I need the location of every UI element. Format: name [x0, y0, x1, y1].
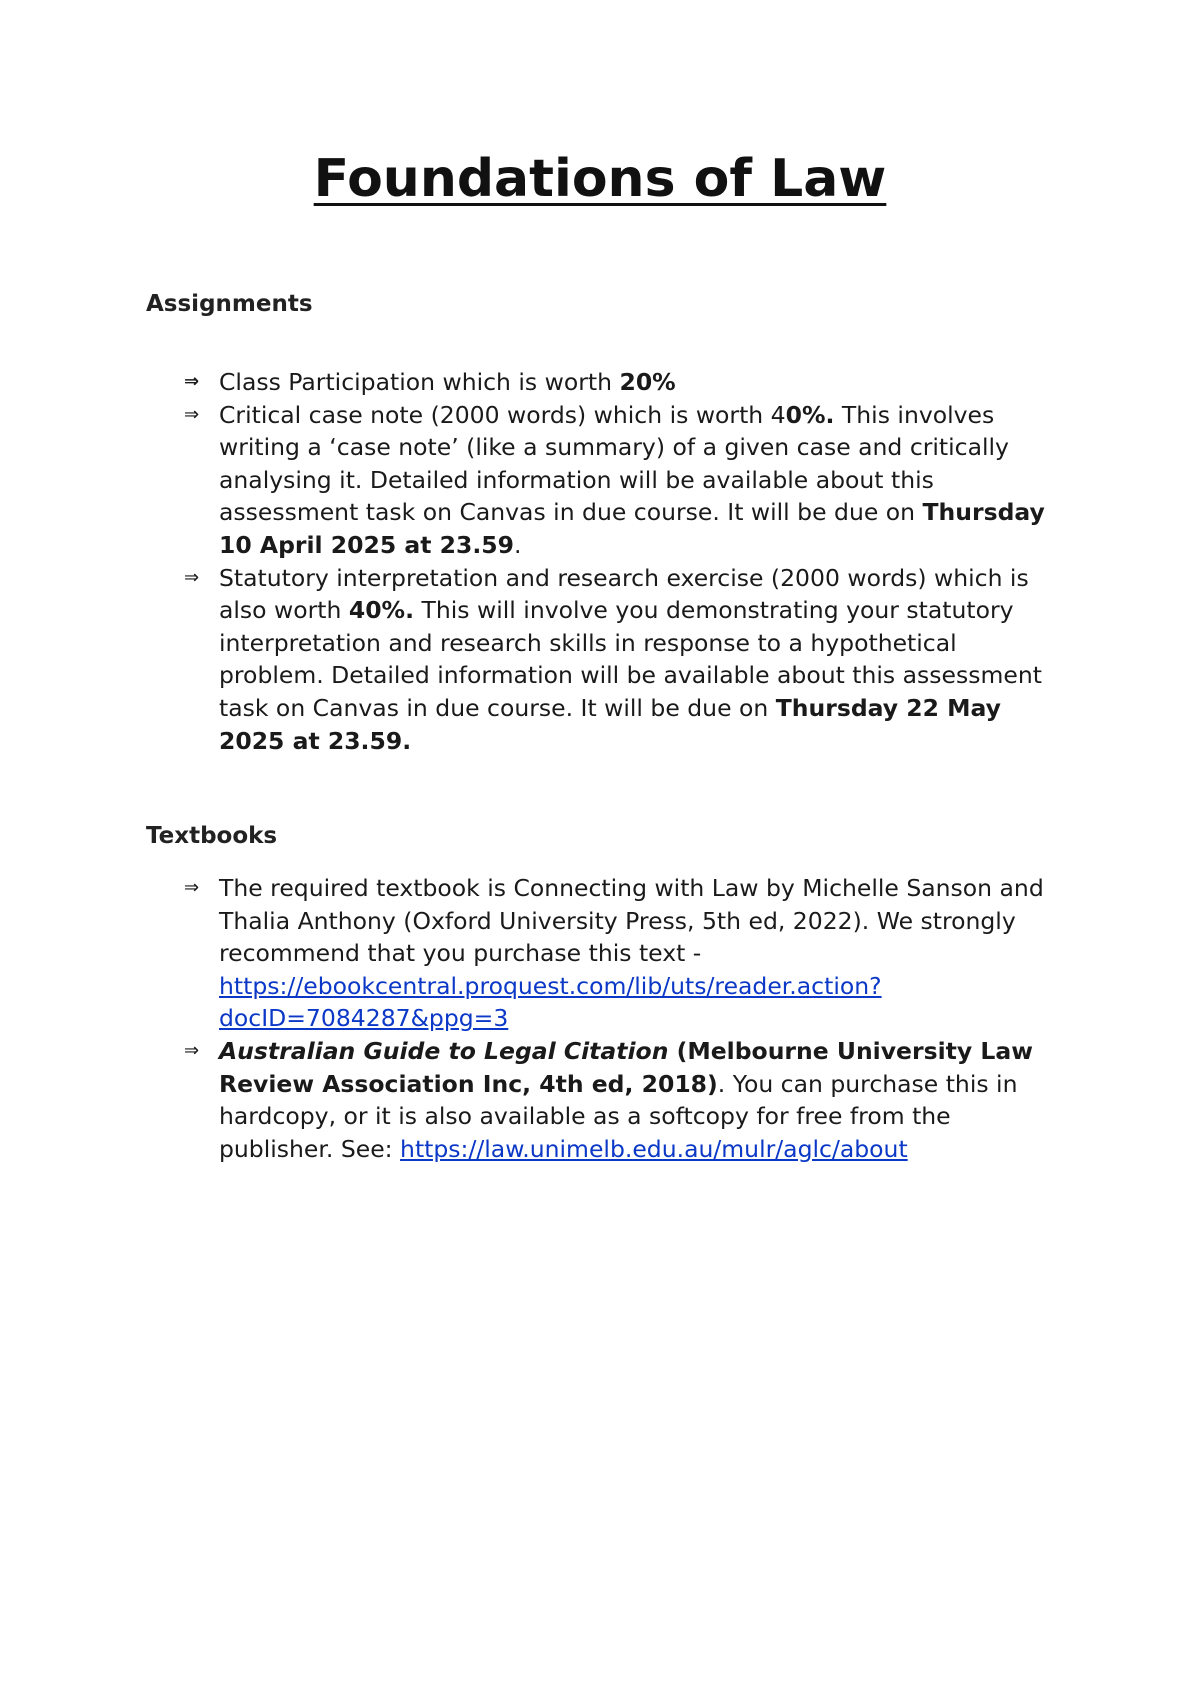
item-text: Critical case note (2000 words) which is worth 4 [219, 400, 786, 429]
list-item [146, 562, 1066, 758]
proquest-link[interactable]: https://ebookcentral.proquest.com/lib/uts/reader.action?docID=7084287&ppg=3 [219, 971, 882, 1033]
list-item [146, 399, 1066, 562]
item-emphasis: 20% [619, 368, 676, 396]
document-title-text: Foundations of Law [313, 149, 887, 209]
item-emphasis: 40%. [348, 596, 415, 625]
item-text: This involves writing a ‘case note’ (like a summary) of a given case and critically analysing it. Detailed information will be available about this assessment task on Canvas in due course. It will be due on [219, 400, 1009, 527]
assignments-list [146, 366, 1066, 757]
list-item [146, 366, 1066, 399]
textbooks-list [146, 872, 1066, 1165]
item-text: The required textbook is Connecting with Law by Michelle Sanson and Thalia Anthony (Oxford University Press, 5th ed, 2022). We strongly recommend that you purchase this text - [219, 874, 1044, 968]
assignments-heading: Assignments [146, 291, 313, 317]
book-publisher: (Melbourne University Law Review Association Inc, 4th ed, 2018) [219, 1036, 1033, 1098]
aglc-link[interactable]: https://law.unimelb.edu.au/mulr/aglc/about [400, 1134, 908, 1163]
list-item [146, 872, 1066, 1035]
document-title [0, 148, 1200, 210]
book-title: Australian Guide to Legal Citation [219, 1036, 669, 1065]
double-arrow-icon: ⇒ [184, 1039, 200, 1061]
list-item [146, 1035, 1066, 1165]
double-arrow-icon: ⇒ [184, 877, 200, 898]
double-arrow-icon: ⇒ [184, 403, 200, 425]
double-arrow-icon: ⇒ [184, 371, 200, 392]
double-arrow-icon: ⇒ [184, 566, 200, 588]
item-emphasis: 0%. [785, 400, 835, 429]
item-text: . [513, 530, 522, 559]
due-date: Thursday 22 May 2025 at 23.59. [219, 693, 1001, 755]
item-text: Statutory interpretation and research exercise (2000 words) which is also worth [219, 563, 1029, 625]
item-text: This will involve you demonstrating your statutory interpretation and research skills in response to a hypothetical problem. Detailed information will be available about this assessment task on Canvas in due course. It will be due on [219, 596, 1042, 722]
textbooks-heading: Textbooks [146, 823, 278, 849]
item-text: Class Participation which is worth [219, 368, 620, 396]
due-date: Thursday 10 April 2025 at 23.59 [219, 498, 1045, 559]
item-text: . You can purchase this in hardcopy, or it is also available as a softcopy for free from the publisher. See: [219, 1069, 1018, 1163]
